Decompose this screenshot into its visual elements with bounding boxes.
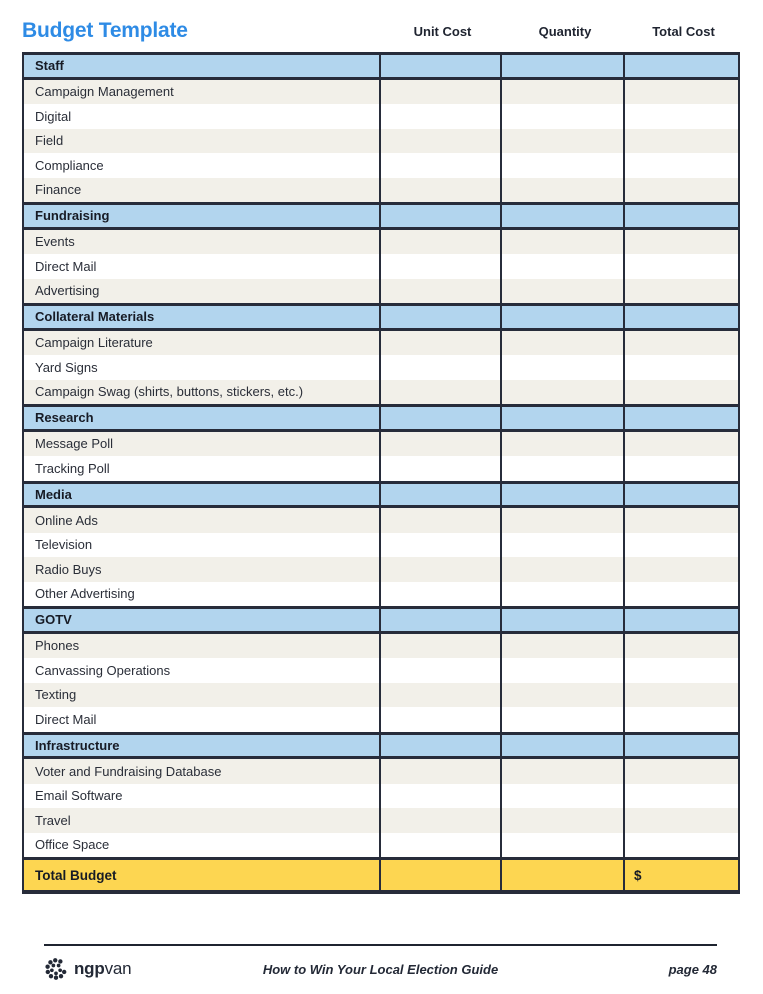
unit-cost-cell <box>381 55 502 77</box>
quantity-cell <box>502 484 625 506</box>
footer-page-number: page 48 <box>668 961 717 977</box>
unit-cost-cell <box>381 557 502 582</box>
section-header-row <box>24 481 738 509</box>
unit-cost-cell <box>381 508 502 533</box>
quantity-cell <box>502 557 625 582</box>
section-header-label: Infrastructure <box>24 735 381 757</box>
line-item-label: Digital <box>24 104 381 129</box>
table-row <box>24 355 738 380</box>
total-unit-cost-cell <box>381 860 502 890</box>
quantity-cell <box>502 582 625 607</box>
table-row <box>24 707 738 732</box>
total-cost-cell <box>625 634 738 659</box>
unit-cost-cell <box>381 205 502 227</box>
line-item-label: Compliance <box>24 153 381 178</box>
section-header-row <box>24 404 738 432</box>
line-item-label: Message Poll <box>24 432 381 457</box>
quantity-cell <box>502 683 625 708</box>
section-header-row <box>24 52 738 80</box>
unit-cost-cell <box>381 658 502 683</box>
table-row <box>24 683 738 708</box>
total-cost-cell <box>625 484 738 506</box>
total-cost-cell <box>625 833 738 858</box>
quantity-cell <box>502 833 625 858</box>
section-header-label: GOTV <box>24 609 381 631</box>
quantity-cell <box>502 230 625 255</box>
section-header-label: Staff <box>24 55 381 77</box>
line-item-label: Campaign Management <box>24 80 381 105</box>
unit-cost-cell <box>381 707 502 732</box>
total-cost-cell <box>625 178 738 203</box>
line-item-label: Travel <box>24 808 381 833</box>
total-cost-cell <box>625 380 738 405</box>
quantity-cell <box>502 254 625 279</box>
unit-cost-cell <box>381 331 502 356</box>
line-item-label: Email Software <box>24 784 381 809</box>
brand-name-bold: ngp <box>74 959 105 978</box>
total-budget-row <box>24 857 738 894</box>
line-item-label: Canvassing Operations <box>24 658 381 683</box>
unit-cost-cell <box>381 784 502 809</box>
line-item-label: Direct Mail <box>24 254 381 279</box>
table-row <box>24 254 738 279</box>
total-cost-cell <box>625 104 738 129</box>
line-item-label: Other Advertising <box>24 582 381 607</box>
total-quantity-cell <box>502 860 625 890</box>
unit-cost-cell <box>381 735 502 757</box>
line-item-label: Radio Buys <box>24 557 381 582</box>
total-cost-cell <box>625 55 738 77</box>
section-header-label: Fundraising <box>24 205 381 227</box>
unit-cost-cell <box>381 178 502 203</box>
table-row <box>24 658 738 683</box>
section-header-label: Collateral Materials <box>24 306 381 328</box>
unit-cost-cell <box>381 683 502 708</box>
table-row <box>24 230 738 255</box>
table-row <box>24 759 738 784</box>
column-header-unit-cost: Unit Cost <box>413 23 472 39</box>
quantity-cell <box>502 306 625 328</box>
table-row <box>24 557 738 582</box>
unit-cost-cell <box>381 484 502 506</box>
unit-cost-cell <box>381 582 502 607</box>
section-header-row <box>24 732 738 760</box>
line-item-label: Tracking Poll <box>24 456 381 481</box>
unit-cost-cell <box>381 254 502 279</box>
quantity-cell <box>502 55 625 77</box>
quantity-cell <box>502 508 625 533</box>
line-item-label: Field <box>24 129 381 154</box>
total-cost-cell: $ <box>634 867 642 883</box>
total-cost-cell <box>625 808 738 833</box>
quantity-cell <box>502 533 625 558</box>
quantity-cell <box>502 407 625 429</box>
unit-cost-cell <box>381 533 502 558</box>
total-cost-cell <box>625 707 738 732</box>
unit-cost-cell <box>381 634 502 659</box>
table-body <box>24 52 738 857</box>
unit-cost-cell <box>381 80 502 105</box>
line-item-label: Texting <box>24 683 381 708</box>
unit-cost-cell <box>381 833 502 858</box>
column-header-total-cost: Total Cost <box>652 23 715 39</box>
unit-cost-cell <box>381 306 502 328</box>
unit-cost-cell <box>381 609 502 631</box>
table-row <box>24 533 738 558</box>
quantity-cell <box>502 380 625 405</box>
unit-cost-cell <box>381 230 502 255</box>
unit-cost-cell <box>381 153 502 178</box>
table-row <box>24 178 738 203</box>
brand-name-light: van <box>104 959 132 978</box>
table-row <box>24 153 738 178</box>
unit-cost-cell <box>381 759 502 784</box>
line-item-label: Direct Mail <box>24 707 381 732</box>
quantity-cell <box>502 331 625 356</box>
total-cost-cell <box>625 508 738 533</box>
section-header-label: Research <box>24 407 381 429</box>
total-cost-cell <box>625 230 738 255</box>
unit-cost-cell <box>381 279 502 304</box>
column-header-quantity: Quantity <box>538 23 592 39</box>
total-cost-cell <box>625 355 738 380</box>
table-row <box>24 432 738 457</box>
quantity-cell <box>502 456 625 481</box>
total-cost-cell <box>625 683 738 708</box>
table-row <box>24 331 738 356</box>
page-footer <box>44 944 717 992</box>
total-cost-cell <box>625 582 738 607</box>
table-row <box>24 104 738 129</box>
unit-cost-cell <box>381 456 502 481</box>
total-cost-cell <box>625 432 738 457</box>
quantity-cell <box>502 808 625 833</box>
line-item-label: Phones <box>24 634 381 659</box>
quantity-cell <box>502 279 625 304</box>
total-cost-cell <box>625 279 738 304</box>
unit-cost-cell <box>381 407 502 429</box>
total-cost-cell <box>625 331 738 356</box>
section-header-label: Media <box>24 484 381 506</box>
table-row <box>24 80 738 105</box>
line-item-label: Events <box>24 230 381 255</box>
quantity-cell <box>502 355 625 380</box>
table-row <box>24 833 738 858</box>
total-cost-cell <box>625 456 738 481</box>
table-row <box>24 582 738 607</box>
line-item-label: Online Ads <box>24 508 381 533</box>
section-header-row <box>24 202 738 230</box>
quantity-cell <box>502 759 625 784</box>
line-item-label: Yard Signs <box>24 355 381 380</box>
total-cost-cell <box>625 658 738 683</box>
total-cost-cell <box>625 129 738 154</box>
table-row <box>24 808 738 833</box>
line-item-label: Campaign Literature <box>24 331 381 356</box>
total-cost-cell <box>625 407 738 429</box>
quantity-cell <box>502 205 625 227</box>
table-row <box>24 784 738 809</box>
table-row <box>24 508 738 533</box>
unit-cost-cell <box>381 808 502 833</box>
brand-name <box>74 959 131 979</box>
unit-cost-cell <box>381 380 502 405</box>
quantity-cell <box>502 634 625 659</box>
total-cost-cell <box>625 784 738 809</box>
unit-cost-cell <box>381 432 502 457</box>
quantity-cell <box>502 609 625 631</box>
table-row <box>24 129 738 154</box>
table-row <box>24 456 738 481</box>
table-row <box>24 279 738 304</box>
total-cost-cell <box>625 254 738 279</box>
quantity-cell <box>502 432 625 457</box>
line-item-label: Television <box>24 533 381 558</box>
total-cost-cell <box>625 735 738 757</box>
unit-cost-cell <box>381 355 502 380</box>
total-cost-cell <box>625 759 738 784</box>
line-item-label: Voter and Fundraising Database <box>24 759 381 784</box>
table-header <box>22 10 740 52</box>
dotted-circle-logo-icon <box>44 957 68 981</box>
total-cost-cell <box>625 153 738 178</box>
total-cost-cell <box>625 557 738 582</box>
line-item-label: Office Space <box>24 833 381 858</box>
line-item-label: Campaign Swag (shirts, buttons, stickers, etc.) <box>24 380 381 405</box>
unit-cost-cell <box>381 129 502 154</box>
section-header-row <box>24 303 738 331</box>
total-cost-cell <box>625 80 738 105</box>
quantity-cell <box>502 178 625 203</box>
line-item-label: Finance <box>24 178 381 203</box>
section-header-row <box>24 606 738 634</box>
quantity-cell <box>502 658 625 683</box>
total-cost-cell <box>625 533 738 558</box>
budget-table <box>22 52 740 894</box>
quantity-cell <box>502 707 625 732</box>
quantity-cell <box>502 80 625 105</box>
quantity-cell <box>502 735 625 757</box>
quantity-cell <box>502 104 625 129</box>
footer-guide-title: How to Win Your Local Election Guide <box>262 961 499 977</box>
quantity-cell <box>502 784 625 809</box>
page-title: Budget Template <box>22 19 188 42</box>
brand-logo <box>44 957 131 981</box>
total-budget-label: Total Budget <box>24 860 381 890</box>
quantity-cell <box>502 129 625 154</box>
unit-cost-cell <box>381 104 502 129</box>
total-cost-cell <box>625 306 738 328</box>
table-row <box>24 380 738 405</box>
table-row <box>24 634 738 659</box>
total-cost-cell <box>625 609 738 631</box>
total-cost-cell <box>625 205 738 227</box>
quantity-cell <box>502 153 625 178</box>
line-item-label: Advertising <box>24 279 381 304</box>
